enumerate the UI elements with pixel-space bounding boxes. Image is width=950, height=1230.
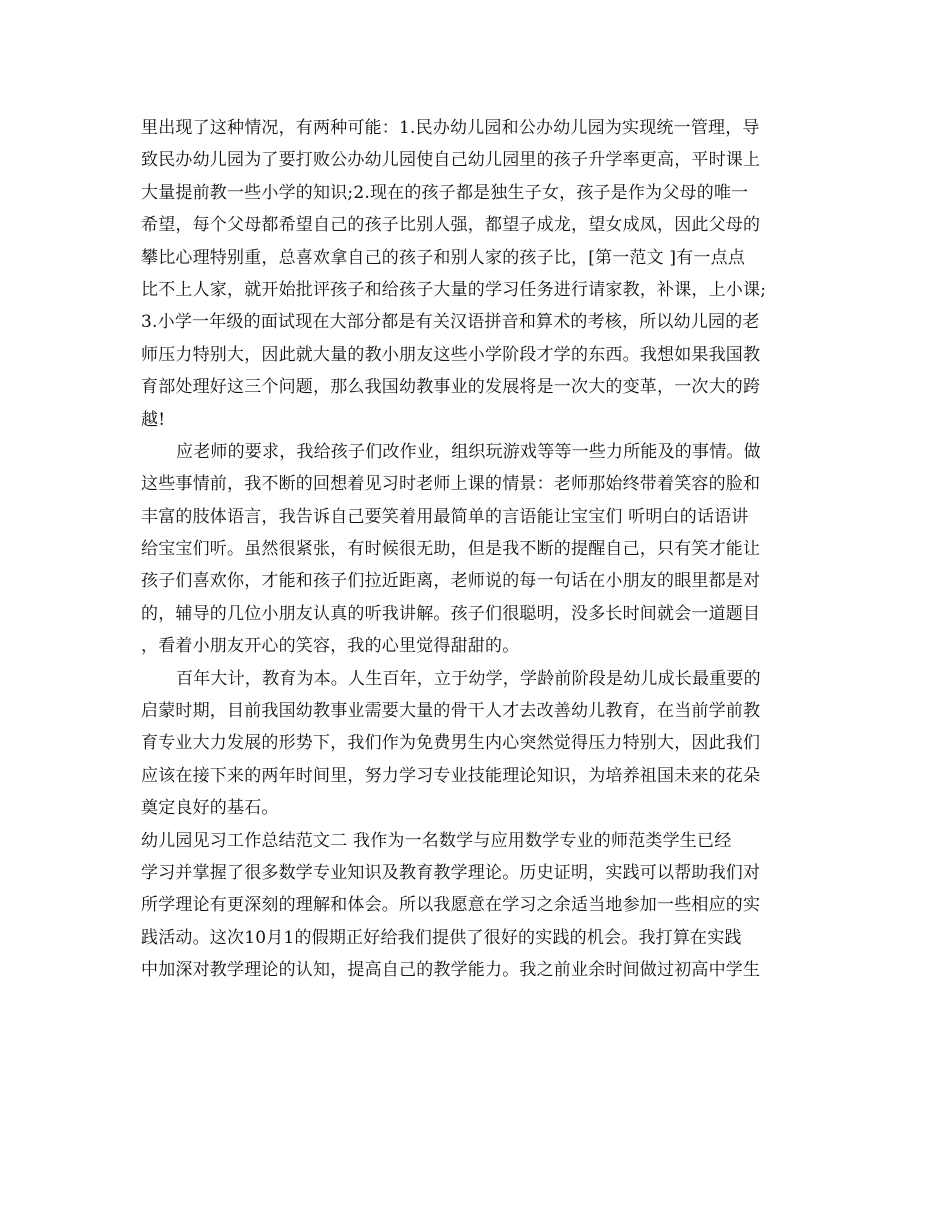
text-line: 孩子们喜欢你，才能和孩子们拉近距离，老师说的每一句话在小朋友的眼里都是对 [141, 571, 761, 592]
text-line: 应该在接下来的两年时间里，努力学习专业技能理论知识，为培养祖国未来的花朵 [141, 765, 761, 786]
text-line: 攀比心理特别重，总喜欢拿自己的孩子和别人家的孩子比，[第一范文 ]有一点点 [141, 247, 746, 268]
text-line: 奠定良好的基石。 [141, 798, 279, 819]
text-line: 致民办幼儿园为了要打败公办幼儿园使自己幼儿园里的孩子升学率更高，平时课上 [141, 150, 761, 171]
text-line: 希望，每个父母都希望自己的孩子比别人强，都望子成龙，望女成凤，因此父母的 [141, 215, 761, 236]
text-line: 中加深对教学理论的认知，提高自己的教学能力。我之前业余时间做过初高中学生 [141, 960, 761, 981]
text-line: 育部处理好这三个问题，那么我国幼教事业的发展将是一次大的变革，一次大的跨 [141, 377, 761, 398]
text-line: 的，辅导的几位小朋友认真的听我讲解。孩子们很聪明，没多长时间就会一道题目 [141, 603, 761, 624]
text-line: 比不上人家，就开始批评孩子和给孩子大量的学习任务进行请家教，补课，上小课; [141, 279, 767, 300]
text-line: 幼儿园见习工作总结范文二 我作为一名数学与应用数学专业的师范类学生已经 [141, 830, 732, 851]
document-body [141, 112, 841, 987]
text-line: 应老师的要求，我给孩子们改作业，组织玩游戏等等一些力所能及的事情。做 [176, 441, 761, 462]
text-line: 所学理论有更深刻的理解和体会。所以我愿意在学习之余适当地参加一些相应的实 [141, 895, 761, 916]
text-line: 丰富的肢体语言，我告诉自己要笑着用最简单的言语能让宝宝们 听明白的话语讲 [141, 506, 749, 527]
text-line: 百年大计，教育为本。人生百年，立于幼学，学龄前阶段是幼儿成长最重要的 [176, 668, 761, 689]
text-line: 越! [141, 409, 166, 430]
text-line: 启蒙时期，目前我国幼教事业需要大量的骨干人才去改善幼儿教育，在当前学前教 [141, 701, 761, 722]
text-line: ，看着小朋友开心的笑容，我的心里觉得甜甜的。 [141, 636, 520, 657]
text-line: 3.小学一年级的面试现在大部分都是有关汉语拼音和算术的考核，所以幼儿园的老 [141, 312, 760, 333]
text-line: 践活动。这次10月1的假期正好给我们提供了很好的实践的机会。我打算在实践 [141, 927, 742, 948]
text-line: 学习并掌握了很多数学专业知识及教育教学理论。历史证明，实践可以帮助我们对 [141, 862, 761, 883]
text-line: 里出现了这种情况，有两种可能：1.民办幼儿园和公办幼儿园为实现统一管理，导 [141, 118, 760, 138]
text-line: 育专业大力发展的形势下，我们作为免费男生内心突然觉得压力特别大，因此我们 [141, 733, 761, 754]
text-line: 给宝宝们听。虽然很紧张，有时候很无助，但是我不断的提醒自己，只有笑才能让 [141, 539, 761, 560]
text-line: 这些事情前，我不断的回想着见习时老师上课的情景：老师那始终带着笑容的脸和 [141, 474, 761, 495]
text-line: 师压力特别大，因此就大量的教小朋友这些小学阶段才学的东西。我想如果我国教 [141, 344, 761, 365]
text-line: 大量提前教一些小学的知识;2.现在的孩子都是独生子女，孩子是作为父母的唯一 [141, 182, 749, 203]
